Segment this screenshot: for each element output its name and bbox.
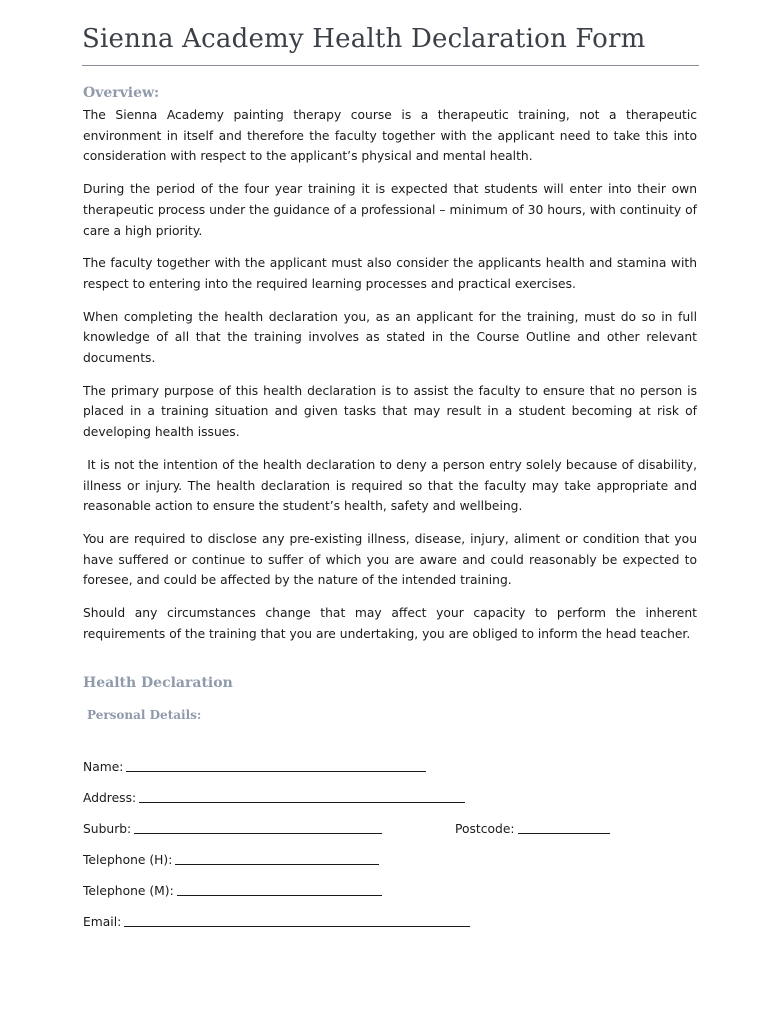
overview-paragraph: The Sienna Academy painting therapy course is a therapeutic training, not a therapeutic environment in itself and therefore the faculty together with the applicant need to take this into consideration with respect to the applicant’s physical and mental health. bbox=[83, 108, 697, 164]
name-input-line[interactable] bbox=[126, 757, 426, 772]
telephone-h-field-row bbox=[83, 849, 379, 867]
address-label: Address: bbox=[83, 791, 137, 805]
overview-paragraph: You are required to disclose any pre-existing illness, disease, injury, aliment or condition that you have suffered or continue to suffer of which you are aware and could reasonably be expected to foresee, and could be affected by the nature of the intended training. bbox=[83, 531, 697, 588]
postcode-label: Postcode: bbox=[455, 822, 515, 836]
name-label: Name: bbox=[83, 760, 124, 774]
address-field-row bbox=[83, 787, 465, 805]
name-field-row bbox=[83, 756, 426, 774]
telephone-m-input-line[interactable] bbox=[177, 881, 382, 896]
suburb-input-line[interactable] bbox=[134, 819, 382, 834]
postcode-field-row bbox=[455, 818, 610, 836]
overview-paragraph: The faculty together with the applicant must also consider the applicants health and stamina with respect to entering into the required learning processes and practical exercises. bbox=[83, 256, 697, 291]
email-field-row bbox=[83, 911, 470, 929]
personal-details-heading: Personal Details: bbox=[87, 708, 202, 722]
telephone-h-input-line[interactable] bbox=[175, 850, 379, 865]
telephone-m-label: Telephone (M): bbox=[83, 884, 174, 898]
overview-paragraph: It is not the intention of the health declaration to deny a person entry solely because of disability, illness or injury. The health declaration is required so that the faculty may take appropriate and reasonable action to ensure the student’s health, safety and wellbeing. bbox=[83, 457, 697, 514]
overview-paragraph: When completing the health declaration you, as an applicant for the training, must do so in full knowledge of all that the training involves as stated in the Course Outline and other relevant documents. bbox=[83, 309, 697, 366]
overview-heading: Overview: bbox=[83, 85, 160, 101]
title-divider bbox=[82, 65, 699, 66]
overview-paragraph: During the period of the four year training it is expected that students will enter into their own therapeutic process under the guidance of a professional – minimum of 30 hours, with continuity of care a high priority. bbox=[83, 182, 697, 238]
health-declaration-heading: Health Declaration bbox=[83, 675, 233, 691]
address-input-line[interactable] bbox=[139, 788, 465, 803]
overview-body bbox=[83, 105, 697, 656]
overview-paragraph: Should any circumstances change that may affect your capacity to perform the inherent requirements of the training that you are undertaking, you are obliged to inform the head teacher. bbox=[83, 606, 697, 641]
telephone-h-label: Telephone (H): bbox=[83, 853, 173, 867]
telephone-m-field-row bbox=[83, 880, 382, 898]
email-input-line[interactable] bbox=[124, 912, 470, 927]
page-title: Sienna Academy Health Declaration Form bbox=[82, 24, 646, 54]
email-label: Email: bbox=[83, 915, 122, 929]
postcode-input-line[interactable] bbox=[518, 819, 610, 834]
suburb-field-row bbox=[83, 818, 382, 836]
suburb-label: Suburb: bbox=[83, 822, 132, 836]
overview-paragraph: The primary purpose of this health declaration is to assist the faculty to ensure that no person is placed in a training situation and given tasks that may result in a student becoming at risk of developing health issues. bbox=[83, 383, 697, 440]
